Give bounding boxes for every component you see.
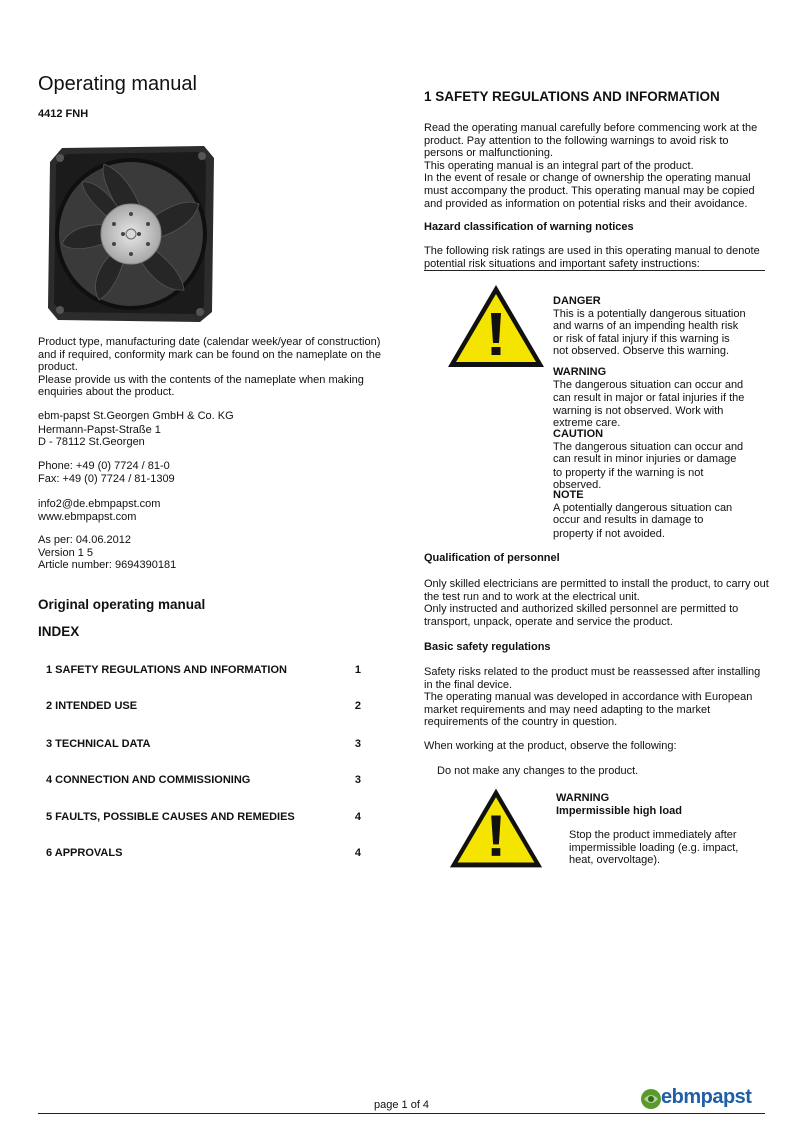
warning-line: warning is not observed. Work with <box>553 404 724 417</box>
product-info-line: Please provide us with the contents of the nameplate when making <box>38 373 364 386</box>
hazard-intro-line: potential risk situations and important safety instructions: <box>424 257 700 270</box>
hazard-intro-line: The following risk ratings are used in this operating manual to denote <box>424 245 760 257</box>
caution-line: The dangerous situation can occur and <box>553 440 744 453</box>
intro-line: Read the operating manual carefully before commencing work at the <box>424 122 758 134</box>
note-line: occur and results in damage to <box>553 514 704 527</box>
toc-entry-5[interactable] <box>46 811 361 823</box>
intro-line: and provided as information on potential risks and their avoidance. <box>424 197 748 210</box>
logo-mark-icon <box>640 1088 662 1110</box>
warning-triangle-icon <box>448 786 544 870</box>
basic-safety-line: market requirements and may need adapting to the market <box>424 703 711 716</box>
qualification-line: Only skilled electricians are permitted to install the product, to carry out <box>424 578 769 590</box>
qualification-heading: Qualification of personnel <box>424 552 560 564</box>
basic-safety-line: requirements of the country in question. <box>424 716 618 729</box>
toc-page: 3 <box>354 774 361 786</box>
warning-load-line: heat, overvoltage). <box>569 854 661 867</box>
intro-line: product. Pay attention to the following warnings to avoid risk to <box>424 134 729 147</box>
note-block <box>553 489 763 540</box>
address-line: D - 78112 St.Georgen <box>38 436 145 449</box>
basic-safety-line: Safety risks related to the product must be reassessed after installing <box>424 666 761 678</box>
caution-block <box>553 428 763 492</box>
warning-load-title: WARNING <box>556 792 610 804</box>
toc-entry-4[interactable] <box>46 774 361 786</box>
ebmpapst-logo <box>640 1086 752 1112</box>
fan-image <box>44 142 218 324</box>
toc-label: 4 CONNECTION AND COMMISSIONING <box>46 774 251 786</box>
qualification-line: transport, unpack, operate and service the product. <box>424 615 673 628</box>
hazard-heading: Hazard classification of warning notices <box>424 221 634 233</box>
document-title: Operating manual <box>38 73 197 95</box>
observe-text: When working at the product, observe the following: <box>424 740 677 752</box>
qualification-line: the test run and to work at the electrical unit. <box>424 590 640 603</box>
toc-page: 1 <box>354 664 361 676</box>
caution-line: can result in minor injuries or damage <box>553 453 737 466</box>
warning-title: WARNING <box>553 366 607 378</box>
article-number: Article number: 9694390181 <box>38 559 177 572</box>
section-heading: 1 SAFETY REGULATIONS AND INFORMATION <box>424 89 720 104</box>
warning-line: extreme care. <box>553 417 621 430</box>
website[interactable]: www.ebmpapst.com <box>38 510 137 523</box>
danger-line: or risk of fatal injury if this warning is <box>553 332 730 345</box>
original-manual-heading: Original operating manual <box>38 597 206 612</box>
danger-line: not observed. Observe this warning. <box>553 345 730 358</box>
product-info-line: product. <box>38 361 78 374</box>
toc-page: 3 <box>354 738 361 750</box>
caution-line: to property if the warning is not <box>553 466 704 479</box>
product-info-line: and if required, conformity mark can be found on the nameplate on the <box>38 348 382 361</box>
basic-safety-text <box>424 666 784 729</box>
address-line: ebm-papst St.Georgen GmbH & Co. KG <box>38 410 234 422</box>
intro-line: In the event of resale or change of ownership the operating manual <box>424 172 751 185</box>
warning-block <box>553 366 763 430</box>
intro-line: persons or malfunctioning. <box>424 147 554 160</box>
company-address <box>38 410 234 449</box>
toc-label: 1 SAFETY REGULATIONS AND INFORMATION <box>46 664 287 676</box>
toc-page: 4 <box>354 811 361 823</box>
as-per-date: As per: 04.06.2012 <box>38 534 131 546</box>
toc-entry-6[interactable] <box>46 847 361 859</box>
note-line: A potentially dangerous situation can <box>553 501 733 514</box>
toc-entry-2[interactable] <box>46 700 361 712</box>
qualification-text <box>424 578 784 628</box>
danger-block <box>553 295 763 358</box>
qualification-line: Only instructed and authorized skilled personnel are permitted to <box>424 603 739 616</box>
address-line: Hermann-Papst-Straße 1 <box>38 423 161 436</box>
warning-line: can result in major or fatal injuries if the <box>553 392 745 405</box>
toc-entry-1[interactable] <box>46 664 361 676</box>
intro-line: must accompany the product. This operating manual may be copied <box>424 184 755 197</box>
email[interactable]: info2@de.ebmpapst.com <box>38 498 161 510</box>
warning-load-line: impermissible loading (e.g. impact, <box>569 841 739 854</box>
page-number: page 1 of 4 <box>374 1099 430 1111</box>
fax: Fax: +49 (0) 7724 / 81-1309 <box>38 472 175 485</box>
no-changes-text: Do not make any changes to the product. <box>437 765 639 777</box>
contact-phone <box>38 460 175 485</box>
toc-page: 2 <box>354 700 361 712</box>
note-title: NOTE <box>553 489 584 501</box>
warning-load-line: Stop the product immediately after <box>569 829 737 841</box>
toc-label: 5 FAULTS, POSSIBLE CAUSES AND REMEDIES <box>46 811 295 823</box>
basic-safety-heading: Basic safety regulations <box>424 641 551 653</box>
intro-line: This operating manual is an integral part of the product. <box>424 159 694 172</box>
note-line: property if not avoided. <box>553 527 665 540</box>
caution-line: observed. <box>553 479 602 492</box>
intro-text <box>424 122 774 210</box>
hazard-divider <box>424 270 765 271</box>
warning-triangle-icon <box>446 283 546 369</box>
toc-label: 3 TECHNICAL DATA <box>46 738 151 750</box>
product-info <box>38 336 388 399</box>
warning-load-text <box>569 829 769 867</box>
toc-entry-3[interactable] <box>46 738 361 750</box>
logo-text: ebmpapst <box>661 1086 752 1108</box>
product-info-line: enquiries about the product. <box>38 386 175 399</box>
caution-title: CAUTION <box>553 428 604 440</box>
model-number: 4412 FNH <box>38 108 89 120</box>
danger-line: and warns of an impending health risk <box>553 320 739 333</box>
basic-safety-line: The operating manual was developed in accordance with European <box>424 691 753 704</box>
basic-safety-line: in the final device. <box>424 678 513 691</box>
document-meta <box>38 534 176 572</box>
index-heading: INDEX <box>38 624 80 639</box>
warning-line: The dangerous situation can occur and <box>553 378 744 391</box>
toc-label: 6 APPROVALS <box>46 847 123 859</box>
hazard-intro <box>424 245 774 270</box>
contact-web <box>38 498 160 523</box>
product-info-line: Product type, manufacturing date (calendar week/year of construction) <box>38 336 381 348</box>
footer-divider <box>38 1113 765 1114</box>
warning-load-block <box>556 792 766 817</box>
toc-label: 2 INTENDED USE <box>46 700 138 712</box>
toc-page: 4 <box>354 847 361 859</box>
warning-load-subtitle: Impermissible high load <box>556 804 682 817</box>
version: Version 1 5 <box>38 546 94 559</box>
danger-title: DANGER <box>553 295 601 307</box>
phone: Phone: +49 (0) 7724 / 81-0 <box>38 460 170 472</box>
danger-line: This is a potentially dangerous situation <box>553 307 746 320</box>
